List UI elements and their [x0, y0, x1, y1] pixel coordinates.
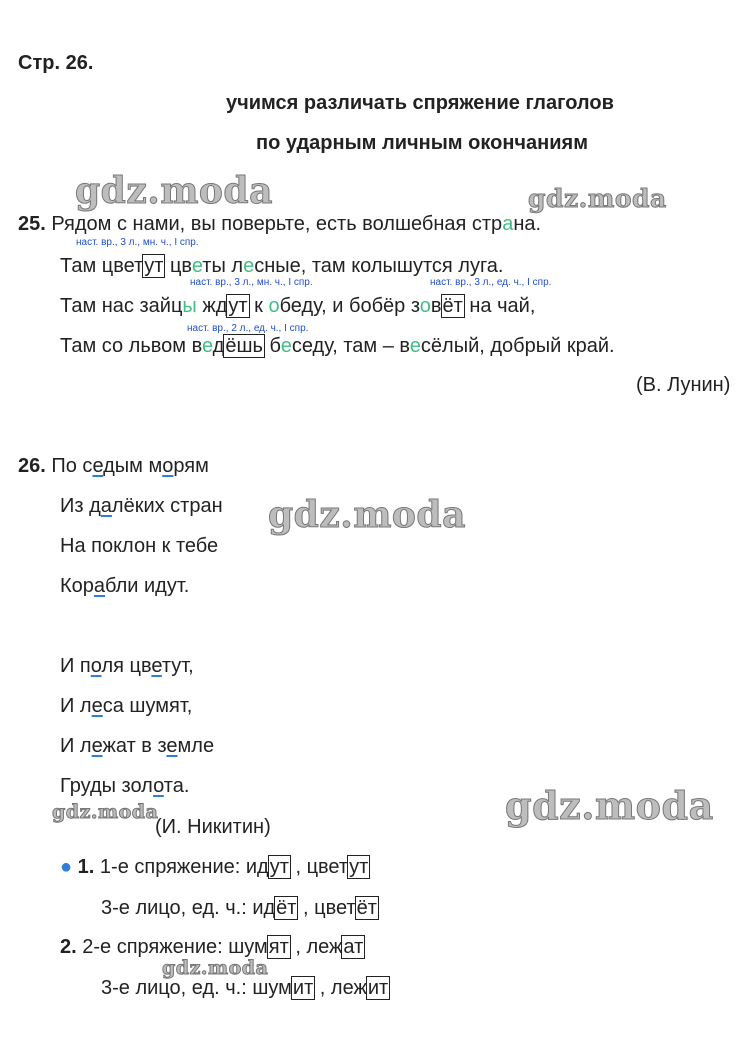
watermark: gdz.moda: [528, 184, 667, 213]
ex25-line-4: Там со львом ведёшь беседу, там – весёлый, добрый край.: [60, 335, 615, 357]
answer-2-line-2: 3-е лицо, ед. ч.: шумит , лежит: [101, 977, 389, 999]
answer-1: ● 1. 1-е спряжение: идут , цветут: [60, 856, 369, 878]
watermark: gdz.moda: [268, 494, 466, 536]
poem-line: И лежат в земле: [60, 735, 215, 757]
ending-box: ут: [228, 295, 248, 317]
poem-line: На поклон к тебе: [60, 535, 219, 557]
answer-2: 2. 2-е спряжение: шумят , лежат: [60, 936, 364, 958]
ex25-line-3: Там нас зайцы ждут к обеду, и бобёр зовёт на чай,: [60, 295, 536, 317]
ending-box: ёт: [276, 897, 297, 919]
bullet-icon: ●: [60, 856, 73, 878]
watermark: gdz.moda: [505, 783, 714, 828]
heading-line-1: учимся различать спряжение глаголов: [226, 92, 614, 114]
ex25-author: (В. Лунин): [636, 374, 731, 396]
watermark: gdz.moda: [75, 170, 273, 212]
ending-box: ёшь: [225, 335, 263, 357]
ending-box: ут: [144, 255, 164, 277]
heading-line-2: по ударным личным окончаниям: [256, 132, 588, 154]
watermark: gdz.moda: [52, 801, 159, 823]
grammar-annotation: наст. вр., 3 л., мн. ч., I спр.: [190, 277, 313, 288]
answer-1-line-2: 3-е лицо, ед. ч.: идёт , цветёт: [101, 897, 377, 919]
ending-box: ат: [343, 936, 364, 958]
poem-line: Из далёких стран: [60, 495, 223, 517]
poem-line: И поля цветут,: [60, 655, 194, 677]
ending-box: ут: [269, 856, 289, 878]
poem-line: Корабли идут.: [60, 575, 190, 597]
watermark: gdz.moda: [162, 957, 269, 979]
ending-box: ит: [367, 977, 389, 999]
ending-box: ут: [349, 856, 369, 878]
grammar-annotation: наст. вр., 2 л., ед. ч., I спр.: [187, 323, 309, 334]
ex26-line-1: 26. По седым морям: [18, 455, 209, 477]
page-label: Стр. 26.: [18, 52, 94, 74]
ex26-author: (И. Никитин): [155, 816, 271, 838]
ending-box: ёт: [442, 295, 463, 317]
ending-box: ит: [292, 977, 314, 999]
ex25-line-2: Там цветут цветы лесные, там колышутся луга.: [60, 255, 504, 277]
poem-line: И леса шумят,: [60, 695, 193, 717]
exercise-number: 25.: [18, 213, 46, 235]
exercise-number: 26.: [18, 455, 46, 477]
grammar-annotation: наст. вр., 3 л., мн. ч., I спр.: [76, 237, 199, 248]
ex25-line-1: 25. Рядом с нами, вы поверьте, есть волшебная страна.: [18, 213, 542, 235]
ending-box: ёт: [356, 897, 377, 919]
ending-box: ят: [268, 936, 289, 958]
poem-line: Груды золота.: [60, 775, 190, 797]
grammar-annotation: наст. вр., 3 л., ед. ч., I спр.: [430, 277, 552, 288]
